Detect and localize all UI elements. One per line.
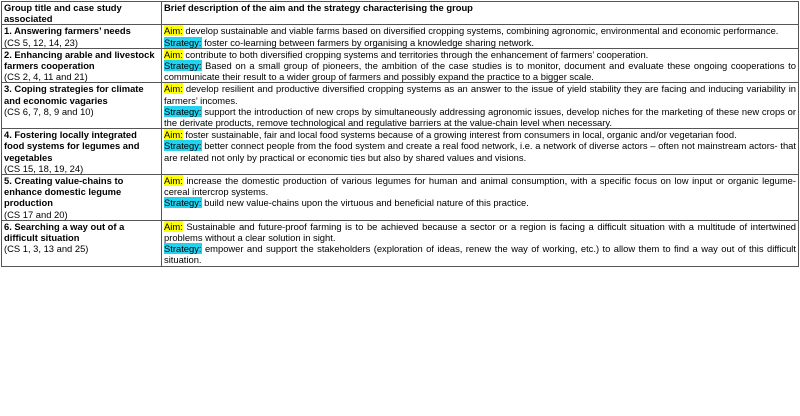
strategy-label: Strategy: xyxy=(164,36,202,48)
strategy-text: foster co-learning between farmers by organising a knowledge sharing network. xyxy=(204,36,535,48)
aim-label: Aim: xyxy=(164,129,183,141)
table-row xyxy=(2,175,799,221)
aim-text: develop sustainable and viable farms based on diversified cropping systems, combining agronomic, environmental and economic performance. xyxy=(185,25,779,37)
aim-line xyxy=(164,25,796,36)
group-cell xyxy=(2,83,162,129)
aim-text: develop resilient and productive diversified cropping systems as an answer to the issue of yield stability they are facing and inducing variability in farmers’ incomes. xyxy=(164,83,796,106)
table-row xyxy=(2,129,799,175)
aim-text: foster sustainable, fair and local food systems because of a growing interest from consumers in local, organic and/or vegetarian food. xyxy=(185,129,737,141)
strategy-text: better connect people from the food system and create a real food network, i.e. a network of diverse actors – often not mainstream actors- that are related not only by practical or economic ties but also by shared values and visions. xyxy=(164,140,796,163)
strategy-label: Strategy: xyxy=(164,105,202,117)
aim-line xyxy=(164,129,796,140)
aim-label: Aim: xyxy=(164,83,183,95)
group-title: 1. Answering farmers’ needs xyxy=(4,25,131,37)
group-title: 5. Creating value-chains to enhance domestic legume production xyxy=(4,175,124,209)
table-row xyxy=(2,220,799,266)
group-title: 6. Searching a way out of a difficult situation xyxy=(4,220,125,244)
group-title: 2. Enhancing arable and livestock farmers cooperation xyxy=(4,48,155,72)
case-studies: (CS 15, 18, 19, 24) xyxy=(4,162,84,174)
aim-text: contribute to both diversified cropping systems and territories through the enhancement of farmers’ cooperation. xyxy=(185,48,649,60)
strategy-label: Strategy: xyxy=(164,140,202,152)
aim-label: Aim: xyxy=(164,220,183,232)
strategy-line xyxy=(164,60,796,82)
strategy-text: empower and support the stakeholders (exploration of ideas, renew the way of working, etc.) to allow them to find a way out of this difficult situation. xyxy=(164,243,796,266)
strategy-line xyxy=(164,243,796,265)
group-cell xyxy=(2,129,162,175)
strategy-line xyxy=(164,37,796,48)
group-title: 4. Fostering locally integrated food systems for legumes and vegetables xyxy=(4,129,140,163)
strategy-line xyxy=(164,106,796,128)
table-row xyxy=(2,83,799,129)
group-cell xyxy=(2,48,162,83)
case-studies: (CS 5, 12, 14, 23) xyxy=(4,36,78,48)
aim-line xyxy=(164,175,796,197)
strategy-line xyxy=(164,140,796,162)
strategy-text: support the introduction of new crops by simultaneously addressing agronomic issues, develop niches for the marketing of these new crops or the derivate products, remove technological and regulative barriers at the value-chain level when necessary. xyxy=(164,105,796,129)
group-cell xyxy=(2,220,162,266)
strategy-label: Strategy: xyxy=(164,197,202,209)
aim-label: Aim: xyxy=(164,25,183,37)
case-studies: (CS 1, 3, 13 and 25) xyxy=(4,243,89,255)
case-studies: (CS 6, 7, 8, 9 and 10) xyxy=(4,105,94,117)
strategy-label: Strategy: xyxy=(164,60,202,72)
groups-table xyxy=(1,1,799,267)
aim-line xyxy=(164,221,796,243)
aim-text: increase the domestic production of various legumes for human and animal consumption, with a specific focus on low input or organic legume-cereal intercrop systems. xyxy=(164,175,796,198)
header-description: Brief description of the aim and the strategy characterising the group xyxy=(162,2,799,25)
strategy-line xyxy=(164,197,796,208)
description-cell xyxy=(162,129,799,175)
case-studies: (CS 2, 4, 11 and 21) xyxy=(4,71,88,83)
strategy-text: Based on a small group of pioneers, the ambition of the case studies is to monitor, document and evaluate these ongoing cooperations to communicate their result to a wider group of farmers and possibly expand the practice to a bigger scale. xyxy=(164,60,796,83)
case-studies: (CS 17 and 20) xyxy=(4,208,68,220)
description-cell xyxy=(162,83,799,129)
table-row xyxy=(2,48,799,83)
description-cell xyxy=(162,25,799,48)
aim-text: Sustainable and future-proof farming is to be achieved because a sector or a region is facing a difficult situation with a multitude of intertwined problems without a clear solution in sight. xyxy=(164,220,796,244)
description-cell xyxy=(162,48,799,83)
description-cell xyxy=(162,220,799,266)
header-row xyxy=(2,2,799,25)
strategy-text: build new value-chains upon the virtuous and beneficial nature of this practice. xyxy=(204,197,529,209)
group-cell xyxy=(2,175,162,221)
aim-line xyxy=(164,83,796,105)
aim-line xyxy=(164,49,796,60)
aim-label: Aim: xyxy=(164,48,183,60)
strategy-label: Strategy: xyxy=(164,243,202,255)
group-cell xyxy=(2,25,162,48)
aim-label: Aim: xyxy=(164,175,183,187)
table-row xyxy=(2,25,799,48)
header-group-title: Group title and case study associated xyxy=(2,2,162,25)
group-title: 3. Coping strategies for climate and economic vagaries xyxy=(4,83,144,106)
description-cell xyxy=(162,175,799,221)
